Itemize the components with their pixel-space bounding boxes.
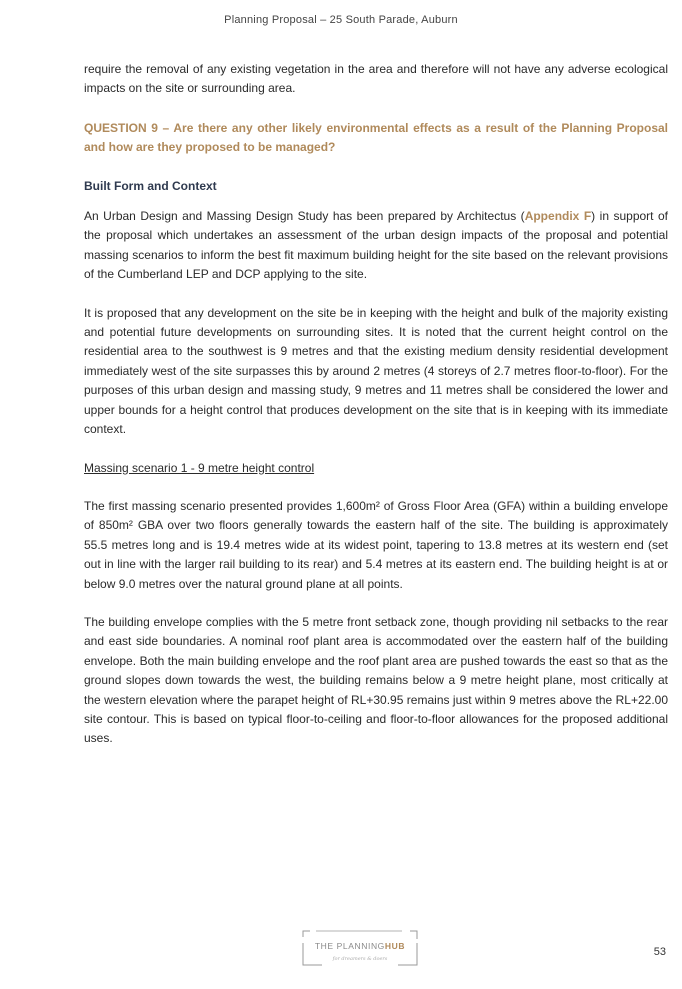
question-9-heading: QUESTION 9 – Are there any other likely environmental effects as a result of the Planning Proposal and how are they proposed to be managed? [84,120,668,155]
paragraph-building-envelope: The building envelope complies with the 5 metre front setback zone, though providing nil setbacks to the rear and east side boundaries. A nominal roof plant area is accommodated over the eastern half of the building envelope. Both the main building envelope and the roof plant area are pushed towards the east so that as the ground slopes down towards the west, the building remains below a 9 metre height plane, most critically at the western elevation where the parapet height of RL+30.95 remains just within 9 metres above the RL+22.00 site contour. This is based on typical floor-to-ceiling and floor-to-floor allowances for the proposed additional uses. [84,614,668,746]
logo-wordmark-part-a: THE PLANNING [314,941,385,951]
paragraph-vegetation: require the removal of any existing vegetation in the area and therefore will not have any adverse ecological impacts on the site or surrounding area. [84,62,668,96]
paragraph-urban-design [84,207,668,285]
paragraph-height-bulk: It is proposed that any development on the site be in keeping with the height and bulk of the majority existing and potential future developments on surrounding sites. It is noted that the current height control on the residential area to the southwest is 9 metres and that the existing medium density residential development immediately west of the site surpasses this by around 2 metres (4 storeys of 2.7 metres floor-to-floor). For the purposes of this urban design and massing study, 9 metres and 11 metres shall be considered the lower and upper bounds for a height control that produces development on the site that is in keeping with its immediate context. [84,305,668,437]
page-number: 53 [653,946,666,958]
paragraph-urban-design-text-b: ) in support of the proposal which undertakes an assessment of the urban design impacts of the proposal and potential massing scenarios to inform the best fit maximum building height for the site based on the relevant provisions of the Cumberland LEP and DCP applying to the site. [84,209,668,282]
logo-wordmark [302,941,418,951]
planning-hub-logo [302,929,418,967]
paragraph-first-massing: The first massing scenario presented provides 1,600m² of Gross Floor Area (GFA) within a building envelope of 850m² GBA over two floors generally towards the eastern half of the site. The building is approximately 55.5 metres long and is 19.4 metres wide at its widest point, tapering to 13.8 metres at its western end (set out in line with the larger rail building to its rear) and 5.4 metres at its eastern end. The building height is at or below 9.0 metres over the natural ground plane at all points. [84,498,668,591]
heading-massing-scenario-1: Massing scenario 1 - 9 metre height control [84,460,315,475]
page-header: Planning Proposal – 25 South Parade, Auburn [224,14,458,26]
page-content [84,60,668,749]
logo-wordmark-part-b: HUB [384,941,406,951]
logo-tagline: for dreamers & doers [332,956,388,962]
appendix-f-reference: Appendix F [524,209,592,224]
paragraph-urban-design-text-a: An Urban Design and Massing Design Study has been prepared by Architectus ( [84,209,525,224]
heading-built-form: Built Form and Context [84,178,217,193]
